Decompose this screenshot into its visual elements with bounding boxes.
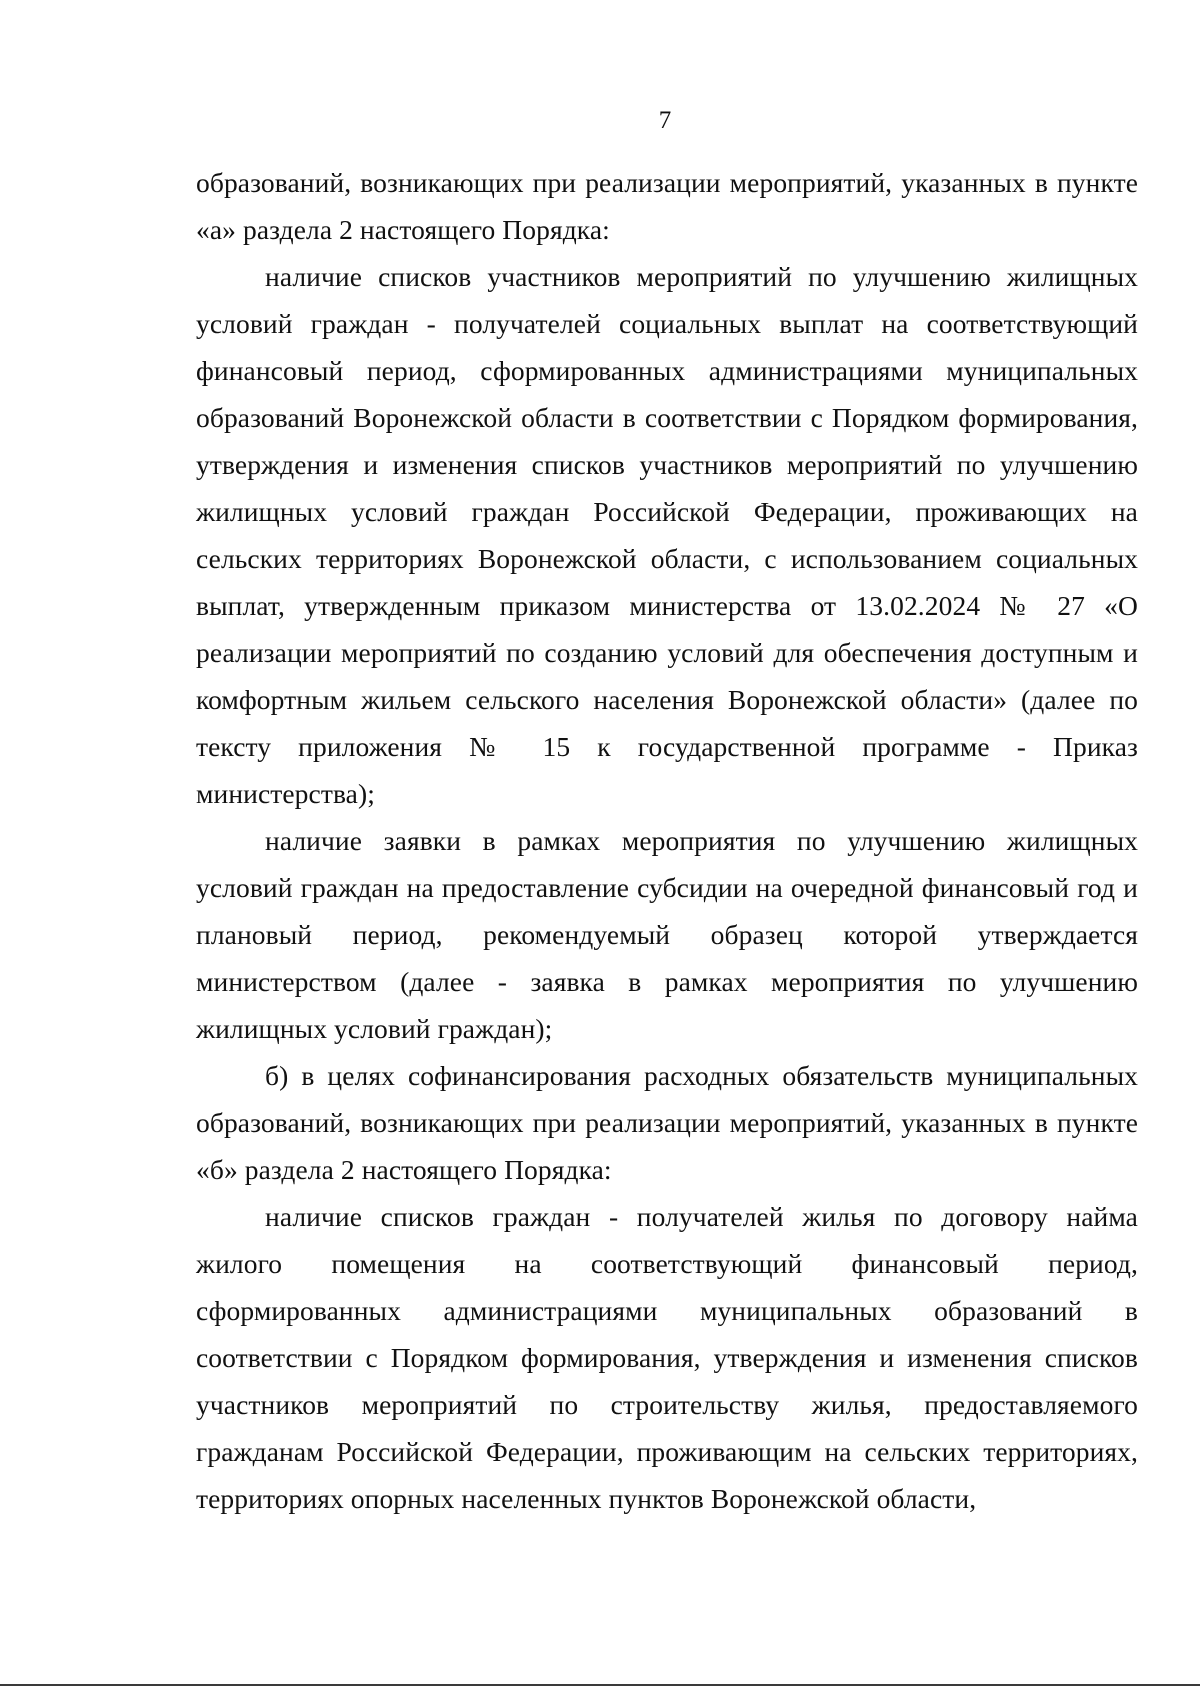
paragraph-lists-rental-housing: наличие списков граждан - получателей жилья по договору найма жилого помещения на соответствующий финансовый период, сформированных администрациями муниципальных образований в соответствии с Порядком формирования, утверждения и изменения списков участников мероприятий по строительству жилья, предоставляемого гражданам Российской Федерации, проживающим на сельских территориях, территориях опорных населенных пунктов Воронежской области, [196, 1201, 1138, 1514]
bottom-rule [0, 1684, 1200, 1686]
paragraph-application-housing: наличие заявки в рамках мероприятия по улучшению жилищных условий граждан на предоставление субсидии на очередной финансовый год и плановый период, рекомендуемый образец которой утверждается министерством (далее - заявка в рамках мероприятия по улучшению жилищных условий граждан); [196, 825, 1138, 1044]
paragraph-continuation: образований, возникающих при реализации мероприятий, указанных в пункте «а» раздела 2 настоящего Порядка: [196, 167, 1138, 245]
paragraph-lists-social-payments: наличие списков участников мероприятий по улучшению жилищных условий граждан - получателей социальных выплат на соответствующий финансовый период, сформированных администрациями муниципальных образований Воронежской области в соответствии с Порядком формирования, утверждения и изменения списков участников мероприятий по улучшению жилищных условий граждан Российской Федерации, проживающих на сельских территориях Воронежской области, с использованием социальных выплат, утвержденным приказом министерства от 13.02.2024 № 27 «О реализации мероприятий по созданию условий для обеспечения доступным и комфортным жильем сельского населения Воронежской области» (далее по тексту приложения № 15 к государственной программе - Приказ министерства); [196, 261, 1138, 809]
page-number: 7 [658, 107, 672, 134]
document-body [196, 159, 1138, 1522]
paragraph-cofinancing-b: б) в целях софинансирования расходных обязательств муниципальных образований, возникающих при реализации мероприятий, указанных в пункте «б» раздела 2 настоящего Порядка: [196, 1060, 1138, 1185]
